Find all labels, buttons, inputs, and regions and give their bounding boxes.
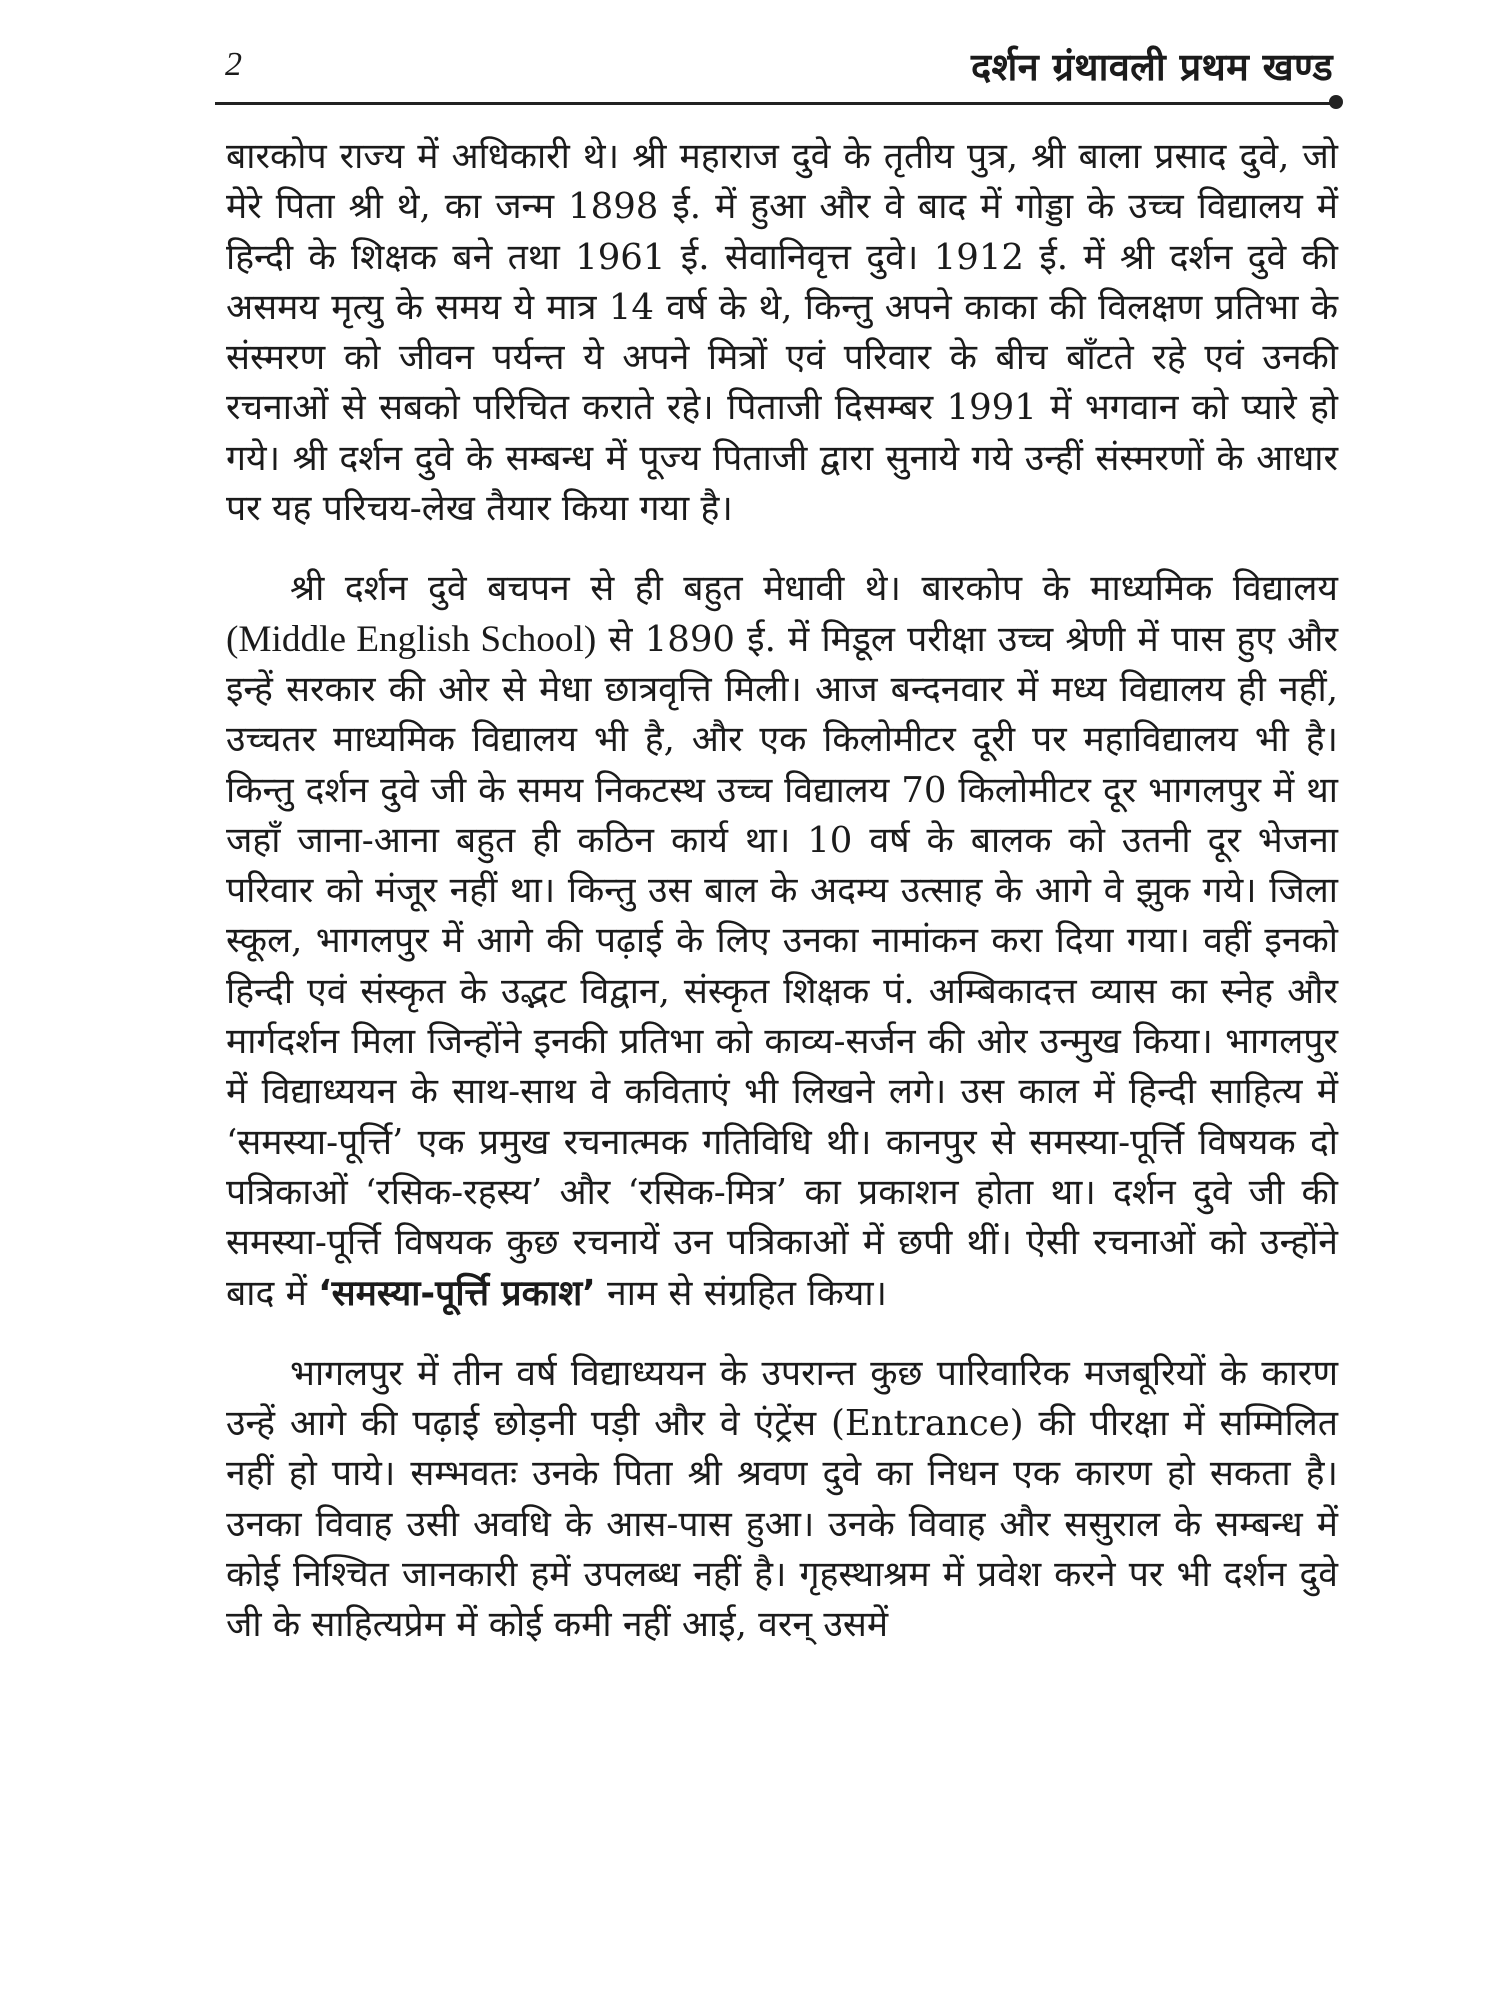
header-rule-dot	[1329, 95, 1343, 109]
paragraph-2-text-end: नाम से संग्रहित किया।	[607, 1272, 887, 1314]
page-number: 2	[225, 46, 242, 83]
paragraph-2-text-start: श्री दर्शन दुवे बचपन से ही बहुत मेधावी थे। बारकोप के माध्यमिक विद्यालय	[290, 568, 1338, 610]
body-text	[226, 132, 1338, 1651]
bold-book-title: ‘समस्या-पूर्त्ति प्रकाश’	[318, 1272, 596, 1314]
header-rule	[215, 102, 1335, 105]
english-school-name: (Middle English School)	[226, 618, 597, 660]
paragraph-2-text-middle: से 1890 ई. में मिडूल परीक्षा उच्च श्रेणी में पास हुए और इन्हें सरकार की ओर से मेधा छात्रवृत्ति मिली। आज बन्दनवार में मध्य विद्यालय ही नहीं, उच्चतर माध्यमिक विद्यालय भी है, और एक किलोमीटर दूरी पर महाविद्यालय भी है। किन्तु दर्शन दुवे जी के समय निकटस्थ उच्च विद्यालय 70 किलोमीटर दूर भागलपुर में था जहाँ जाना-आना बहुत ही कठिन कार्य था। 10 वर्ष के बालक को उतनी दूर भेजना परिवार को मंजूर नहीं था। किन्तु उस बाल के अदम्य उत्साह के आगे वे झुक गये। जिला स्कूल, भागलपुर में आगे की पढ़ाई के लिए उनका नामांकन करा दिया गया। वहीं इनको हिन्दी एवं संस्कृत के उद्भट विद्वान, संस्कृत शिक्षक पं. अम्बिकादत्त व्यास का स्नेह और मार्गदर्शन मिला जिन्होंने इनकी प्रतिभा को काव्य-सर्जन की ओर उन्मुख किया। भागलपुर में विद्याध्ययन के साथ-साथ वे कविताएं भी लिखने लगे। उस काल में हिन्दी साहित्य में ‘समस्या-पूर्त्ति’ एक प्रमुख रचनात्मक गतिविधि थी। कानपुर से समस्या-पूर्त्ति विषयक दो पत्रिकाओं ‘रसिक-रहस्य’ और ‘रसिक-मित्र’ का प्रकाशन होता था। दर्शन दुवे जी की समस्या-पूर्त्ति विषयक कुछ रचनायें उन पत्रिकाओं में छपी थीं। ऐसी रचनाओं को उन्होंने बाद में	[226, 618, 1338, 1314]
paragraph-3: भागलपुर में तीन वर्ष विद्याध्ययन के उपरान्त कुछ पारिवारिक मजबूरियों के कारण उन्हें आगे की पढ़ाई छोड़नी पड़ी और वे एंट्रेंस (Entrance) की पीरक्षा में सम्मिलित नहीं हो पाये। सम्भवतः उनके पिता श्री श्रवण दुवे का निधन एक कारण हो सकता है। उनका विवाह उसी अवधि के आस-पास हुआ। उनके विवाह और ससुराल के सम्बन्ध में कोई निश्चित जानकारी हमें उपलब्ध नहीं है। गृहस्थाश्रम में प्रवेश करने पर भी दर्शन दुवे जी के साहित्यप्रेम में कोई कमी नहीं आई, वरन् उसमें	[226, 1352, 1338, 1646]
paragraph-1: बारकोप राज्य में अधिकारी थे। श्री महाराज दुवे के तृतीय पुत्र, श्री बाला प्रसाद दुवे, जो मेरे पिता श्री थे, का जन्म 1898 ई. में हुआ और वे बाद में गोड्डा के उच्च विद्यालय में हिन्दी के शिक्षक बने तथा 1961 ई. सेवानिवृत्त दुवे। 1912 ई. में श्री दर्शन दुवे की असमय मृत्यु के समय ये मात्र 14 वर्ष के थे, किन्तु अपने काका की विलक्षण प्रतिभा के संस्मरण को जीवन पर्यन्त ये अपने मित्रों एवं परिवार के बीच बाँटते रहे एवं उनकी रचनाओं से सबको परिचित कराते रहे। पिताजी दिसम्बर 1991 में भगवान को प्यारे हो गये। श्री दर्शन दुवे के सम्बन्ध में पूज्य पिताजी द्वारा सुनाये गये उन्हीं संस्मरणों के आधार पर यह परिचय-लेख तैयार किया गया है।	[226, 136, 1338, 530]
paragraph-2	[226, 564, 1338, 1318]
running-title: दर्शन ग्रंथावली प्रथम खण्ड	[971, 45, 1333, 89]
page-header	[215, 45, 1343, 112]
